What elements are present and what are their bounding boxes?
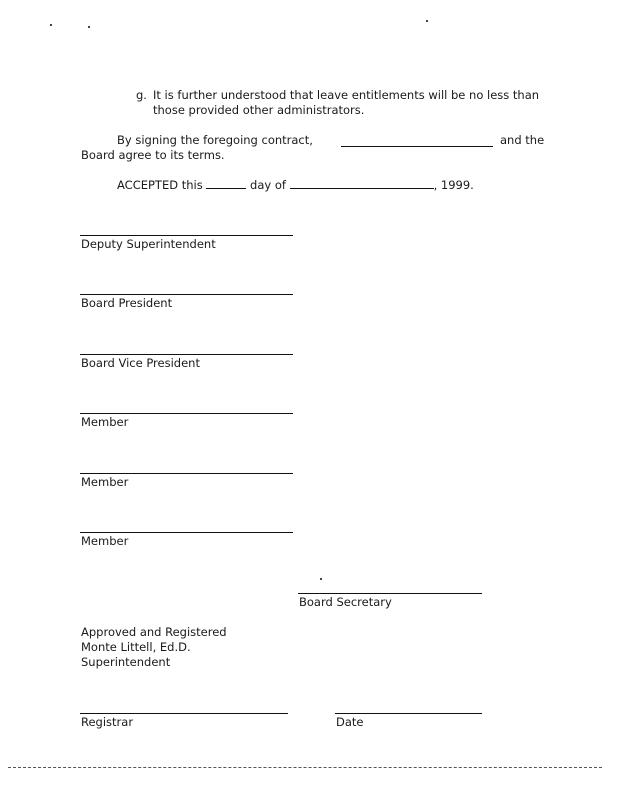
signature-label-deputy-superintendent: Deputy Superintendent — [81, 237, 216, 251]
signature-line-registrar[interactable] — [80, 713, 288, 714]
signature-label-member-3: Member — [81, 534, 129, 548]
signature-line-deputy-superintendent[interactable] — [80, 235, 293, 236]
scan-speck — [50, 24, 52, 26]
signature-line-board-secretary[interactable] — [298, 593, 482, 594]
approved-title: Superintendent — [81, 655, 171, 669]
accepted-middle: day of — [250, 178, 286, 192]
approved-name: Monte Littell, Ed.D. — [81, 640, 191, 654]
accepted-year: , 1999. — [433, 178, 474, 192]
date-label: Date — [336, 715, 364, 729]
signature-label-registrar: Registrar — [81, 715, 134, 729]
signature-label-board-president: Board President — [81, 296, 173, 310]
signature-line-member-2[interactable] — [80, 473, 293, 474]
signature-label-member-1: Member — [81, 415, 129, 429]
scan-speck — [320, 578, 322, 580]
approved-line-1: Approved and Registered — [81, 625, 227, 639]
scan-speck — [88, 26, 90, 28]
day-blank[interactable] — [206, 178, 246, 189]
date-line[interactable] — [335, 713, 482, 714]
signing-text-line-2: Board agree to its terms. — [81, 148, 225, 162]
party-name-blank[interactable] — [341, 146, 493, 147]
clause-g-marker: g. — [136, 88, 147, 102]
signature-label-member-2: Member — [81, 475, 129, 489]
month-blank[interactable] — [290, 178, 434, 189]
accepted-prefix: ACCEPTED this — [117, 178, 203, 192]
page-bottom-edge — [8, 767, 602, 768]
accepted-line — [117, 178, 474, 193]
signature-label-board-vice-president: Board Vice President — [81, 356, 200, 370]
signature-line-board-president[interactable] — [80, 294, 293, 295]
scan-speck — [426, 20, 428, 22]
clause-g-line-1: It is further understood that leave entitlements will be no less than — [153, 88, 540, 102]
clause-g-line-2: those provided other administrators. — [153, 103, 365, 117]
signature-line-member-3[interactable] — [80, 532, 293, 533]
signing-text-start: By signing the foregoing contract, — [117, 133, 313, 147]
signing-text-end: and the — [500, 133, 545, 147]
signature-line-board-vice-president[interactable] — [80, 354, 293, 355]
signature-line-member-1[interactable] — [80, 413, 293, 414]
signature-label-board-secretary: Board Secretary — [299, 595, 392, 609]
